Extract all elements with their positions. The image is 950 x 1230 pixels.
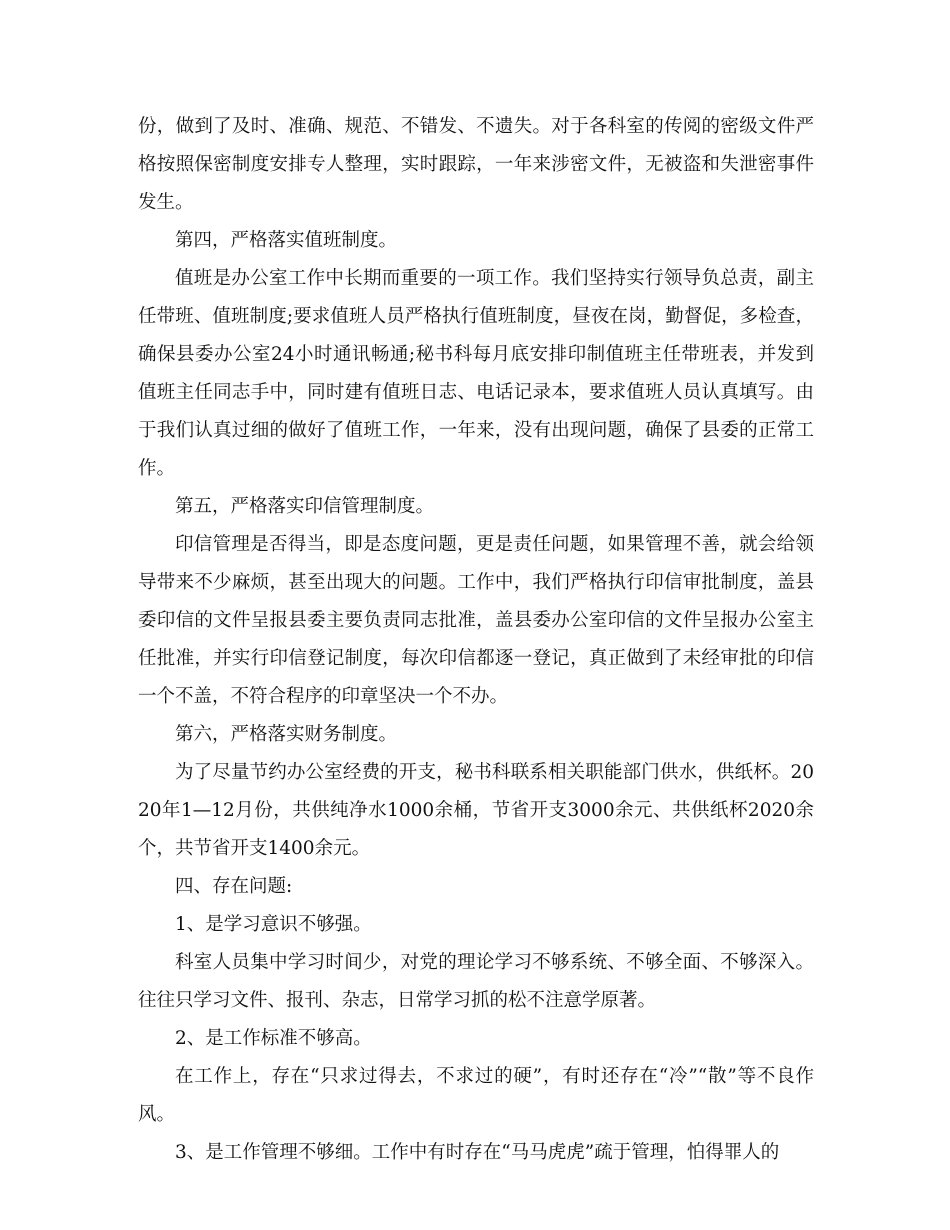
problem-heading-1: 1、是学习意识不够强。 [175, 914, 372, 935]
paragraph-problem-3: 3、是工作管理不够细。工作中有时存在“马马虎虎”疏于管理，怕得罪人的 [175, 1142, 780, 1163]
paragraph-problem-2: 在工作上，存在“只求过得去，不求过的硬”，有时还存在“冷”“散”等不良作风。 [138, 1066, 814, 1125]
problem-heading-2: 2、是工作标准不够高。 [175, 1028, 372, 1049]
section-heading-seal-management: 第五，严格落实印信管理制度。 [175, 496, 435, 517]
section-heading-problems: 四、存在问题: [175, 876, 293, 897]
paragraph-seal-management: 印信管理是否得当，即是态度问题，更是责任问题，如果管理不善，就会给领导带来不少麻烦，甚至出现大的问题。工作中，我们严格执行印信审批制度，盖县委印信的文件呈报县委主要负责同志批准，盖县委办公室印信的文件呈报办公室主任批准，并实行印信登记制度，每次印信都逐一登记，真正做到了未经审批的印信一个不盖，不符合程序的印章坚决一个不办。 [138, 534, 814, 707]
document-body [138, 108, 814, 1172]
paragraph-duty-system: 值班是办公室工作中长期而重要的一项工作。我们坚持实行领导负总责，副主任带班、值班制度;要求值班人员严格执行值班制度，昼夜在岗，勤督促，多检查，确保县委办公室24小时通讯畅通;秘书科每月底安排印制值班主任带班表，并发到值班主任同志手中，同时建有值班日志、电话记录本，要求值班人员认真填写。由于我们认真过细的做好了值班工作，一年来，没有出现问题，确保了县委的正常工作。 [138, 268, 814, 479]
section-heading-duty-system: 第四，严格落实值班制度。 [175, 230, 398, 251]
paragraph-problem-1: 科室人员集中学习时间少，对党的理论学习不够系统、不够全面、不够深入。往往只学习文件、报刊、杂志，日常学习抓的松不注意学原著。 [138, 952, 814, 1011]
section-heading-finance-system: 第六，严格落实财务制度。 [175, 724, 398, 745]
paragraph-continuation: 份，做到了及时、准确、规范、不错发、不遗失。对于各科室的传阅的密级文件严格按照保密制度安排专人整理，实时跟踪，一年来涉密文件，无被盗和失泄密事件发生。 [138, 116, 814, 213]
paragraph-finance-system: 为了尽量节约办公室经费的开支，秘书科联系相关职能部门供水，供纸杯。2020年1—12月份，共供纯净水1000余桶，节省开支3000余元、共供纸杯2020余个，共节省开支1400余元。 [138, 762, 814, 859]
